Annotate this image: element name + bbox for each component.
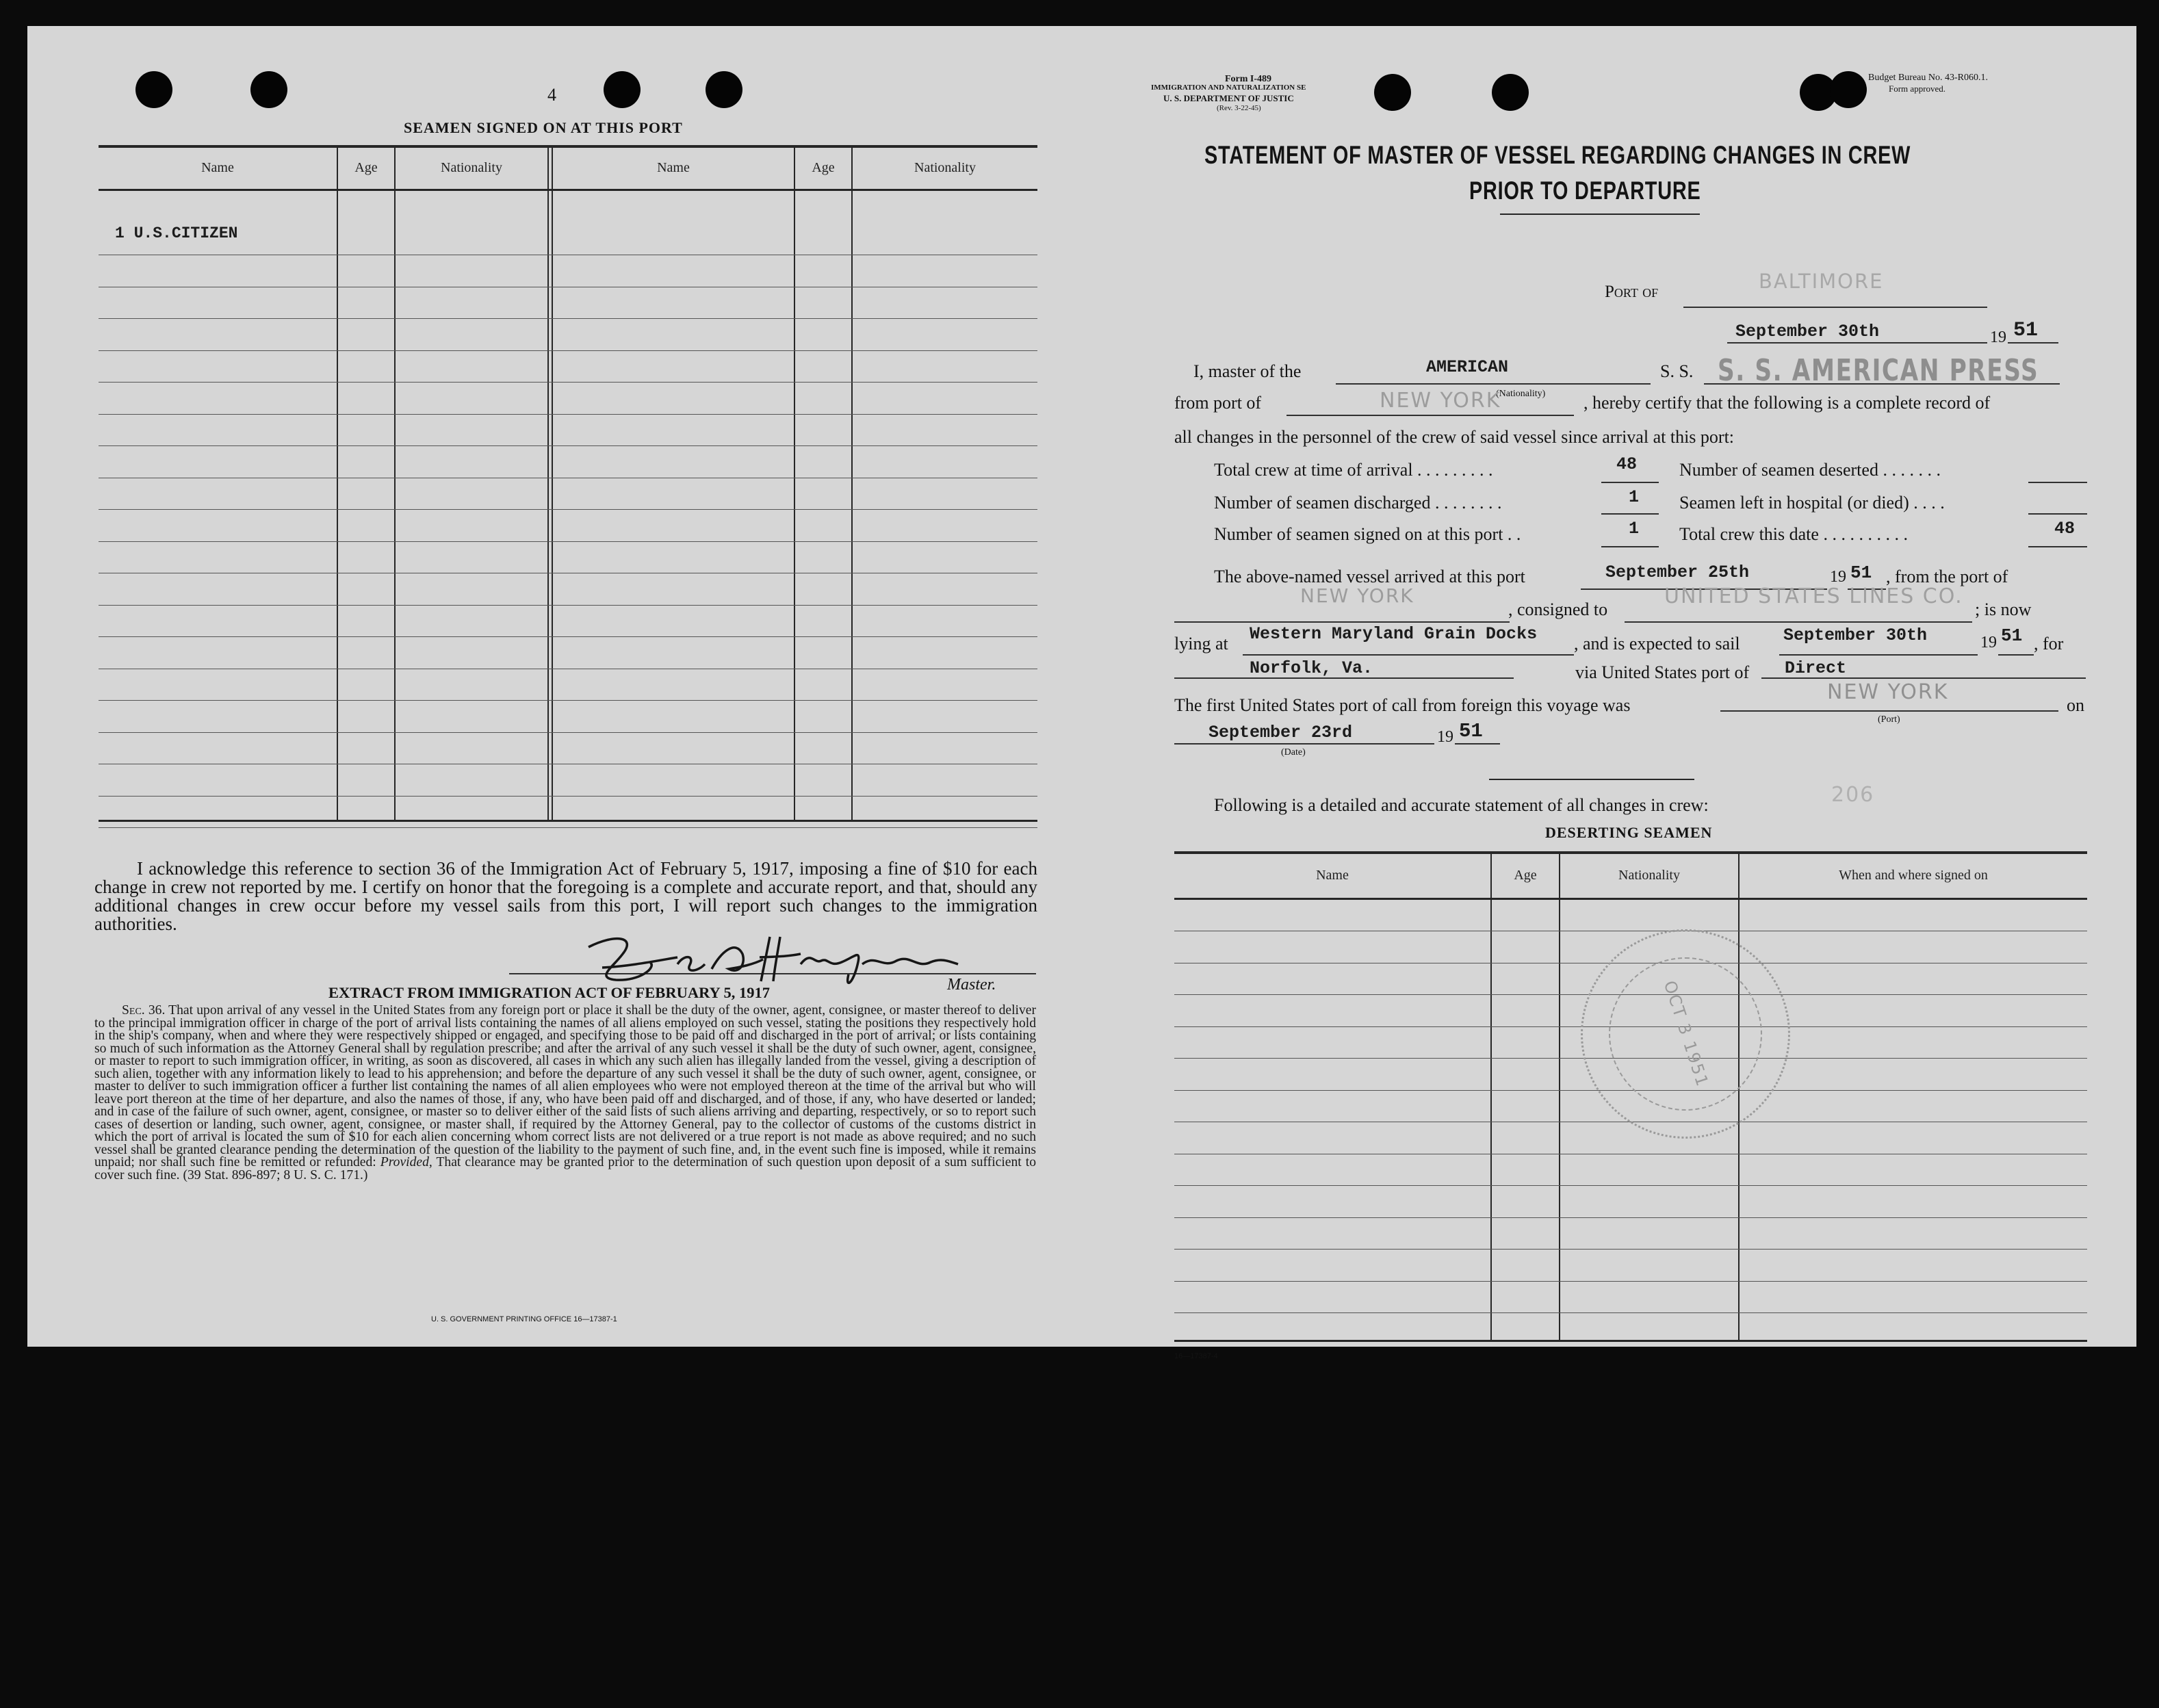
first-port-year-prefix: 19 xyxy=(1437,728,1453,746)
port-caption: (Port) xyxy=(1878,714,1900,725)
deserting-row-rule xyxy=(1174,1281,2087,1282)
table-cell-name: 1 U.S.CITIZEN xyxy=(115,224,238,242)
is-now-label: ; is now xyxy=(1975,599,2032,619)
deserting-header-name: Name xyxy=(1316,868,1349,883)
arrived-from-line xyxy=(1174,621,1510,623)
column-divider xyxy=(547,146,549,820)
lying-at-label: lying at xyxy=(1174,634,1228,654)
via-label: via United States port of xyxy=(1575,662,1750,682)
punch-hole xyxy=(604,71,641,108)
table-top-rule xyxy=(99,145,1037,148)
table-bottom-rule xyxy=(99,820,1037,822)
consignee-line xyxy=(1625,621,1972,623)
table-header-rule xyxy=(99,189,1037,191)
stamp-number: 206 xyxy=(1831,783,1875,807)
on-label: on xyxy=(2067,695,2084,715)
consignee: UNITED STATES LINES CO. xyxy=(1664,584,1963,608)
deserted-label: Number of seamen deserted . . . . . . . xyxy=(1679,460,1941,480)
column-divider xyxy=(851,146,853,820)
table-row-rule xyxy=(99,541,1037,542)
form-revision: (Rev. 3-22-45) xyxy=(1217,104,1261,112)
discharged-value: 1 xyxy=(1629,487,1640,507)
table-row-rule xyxy=(99,509,1037,510)
punch-hole xyxy=(250,71,287,108)
expected-label: , and is expected to sail xyxy=(1574,634,1740,654)
following-text: Following is a detailed and accurate statement of all changes in crew: xyxy=(1214,795,1709,815)
table-row-rule xyxy=(99,350,1037,351)
sail-year-line xyxy=(1998,654,2034,656)
seal-text: OCT 3 1951 xyxy=(1659,978,1713,1090)
from-port-value: NEW YORK xyxy=(1380,389,1501,413)
agency-name: IMMIGRATION AND NATURALIZATION SE xyxy=(1151,83,1306,92)
discharged-line xyxy=(1601,513,1659,515)
master-of-label: I, master of the xyxy=(1193,361,1302,381)
date-line xyxy=(1727,342,1987,344)
deserting-row-rule xyxy=(1174,1185,2087,1186)
arrived-date: September 25th xyxy=(1605,562,1750,582)
nationality-value: AMERICAN xyxy=(1426,357,1509,377)
form-footer: 16—17387-4 xyxy=(1174,1352,1218,1360)
all-changes-text: all changes in the personnel of the crew of said vessel since arrival at this port: xyxy=(1174,427,1735,447)
from-port-of-label: , from the port of xyxy=(1886,567,2008,586)
column-divider xyxy=(337,146,338,820)
table-row-rule xyxy=(99,605,1037,606)
arrived-year: 51 xyxy=(1850,562,1872,583)
from-port-label: from port of xyxy=(1174,393,1262,413)
first-port-date: September 23rd xyxy=(1208,723,1353,742)
column-divider xyxy=(394,146,396,820)
deserting-column-divider xyxy=(1559,854,1560,1340)
date-value: September 30th xyxy=(1735,322,1880,341)
for-label: , for xyxy=(2034,634,2064,654)
total-today-label: Total crew this date . . . . . . . . . . xyxy=(1679,524,1908,544)
total-today-value: 48 xyxy=(2054,519,2076,539)
column-header-name: Name xyxy=(201,160,234,175)
form-title-line-1: STATEMENT OF MASTER OF VESSEL REGARDING CHANGES IN CREW xyxy=(1204,141,1911,169)
port-of-label: Port of xyxy=(1605,283,1659,301)
printer-imprint: U. S. GOVERNMENT PRINTING OFFICE 16—17387-1 xyxy=(431,1315,617,1323)
table-row-rule xyxy=(99,796,1037,797)
year-line xyxy=(2008,342,2058,344)
first-port-year: 51 xyxy=(1459,720,1483,742)
deserting-header-age: Age xyxy=(1514,868,1537,883)
form-title-line-2: PRIOR TO DEPARTURE xyxy=(1469,177,1701,205)
table-row-rule xyxy=(99,318,1037,319)
column-header-age: Age xyxy=(354,160,378,175)
signed-on-line xyxy=(1601,546,1659,547)
sail-date-line xyxy=(1779,654,1978,656)
table-row-rule xyxy=(99,700,1037,701)
certify-text: , hereby certify that the following is a complete record of xyxy=(1583,393,1991,413)
extract-sec: Sec. 36. xyxy=(122,1003,166,1018)
master-label: Master. xyxy=(947,976,996,994)
extract-tail: That clearance may be granted prior to the determination of such question upon deposit of a sum sufficient to cover such fine. (39 Stat. 896-897; 8 U. S. C. 171.) xyxy=(94,1155,1036,1182)
deserting-header-when-where: When and where signed on xyxy=(1839,868,1988,883)
year-prefix: 19 xyxy=(1990,328,2006,346)
punch-hole xyxy=(706,71,742,108)
first-port-label: The first United States port of call from foreign this voyage was xyxy=(1174,695,1631,715)
deserting-row-rule xyxy=(1174,1312,2087,1313)
sail-year-prefix: 19 xyxy=(1980,634,1997,651)
total-crew-arrival-value: 48 xyxy=(1616,454,1638,474)
title-rule xyxy=(1500,214,1700,215)
table-title: SEAMEN SIGNED ON AT THIS PORT xyxy=(404,119,683,136)
table-row-rule xyxy=(99,414,1037,415)
discharged-label: Number of seamen discharged . . . . . . . . xyxy=(1214,493,1502,513)
nationality-caption: (Nationality) xyxy=(1496,389,1546,399)
first-port-year-line xyxy=(1455,743,1500,745)
column-header-age: Age xyxy=(812,160,835,175)
from-port-line xyxy=(1287,415,1574,416)
arrived-label: The above-named vessel arrived at this port xyxy=(1214,567,1525,586)
via-port: Direct xyxy=(1785,658,1847,678)
deserted-line xyxy=(2028,482,2087,483)
column-header-nationality: Nationality xyxy=(441,160,502,175)
hospital-line xyxy=(2028,513,2087,515)
arrived-year-prefix: 19 xyxy=(1830,568,1846,586)
column-divider xyxy=(794,146,795,820)
extract-title: EXTRACT FROM IMMIGRATION ACT OF FEBRUARY 5, 1917 xyxy=(328,984,771,1001)
department-name: U. S. DEPARTMENT OF JUSTIC xyxy=(1163,93,1294,103)
deserting-row-rule xyxy=(1174,1217,2087,1218)
table-row-rule xyxy=(99,382,1037,383)
table-row-rule xyxy=(99,732,1037,733)
document-sheet xyxy=(27,26,2136,1360)
signed-on-value: 1 xyxy=(1629,519,1640,539)
total-crew-arrival-label: Total crew at time of arrival . . . . . . . . . xyxy=(1214,460,1493,480)
column-header-nationality: Nationality xyxy=(914,160,976,175)
ss-label: S. S. xyxy=(1660,361,1694,381)
deserting-title: DESERTING SEAMEN xyxy=(1545,824,1713,841)
consigned-label: , consigned to xyxy=(1508,599,1608,619)
total-today-line xyxy=(2028,546,2087,547)
punch-hole xyxy=(135,71,172,108)
deserting-header-rule xyxy=(1174,898,2087,900)
year-value: 51 xyxy=(2013,319,2039,342)
form-number: Form I-489 xyxy=(1225,74,1272,84)
destination: Norfolk, Va. xyxy=(1250,658,1373,678)
deserting-column-divider xyxy=(1490,854,1492,1340)
section-rule xyxy=(1489,779,1694,780)
column-divider xyxy=(552,146,553,820)
table-row-rule xyxy=(99,636,1037,637)
inspection-seal xyxy=(1581,929,1790,1139)
signed-on-label: Number of seamen signed on at this port . . xyxy=(1214,524,1521,544)
date-caption: (Date) xyxy=(1281,747,1306,758)
port-of-line xyxy=(1683,307,1987,308)
form-approved: Form approved. xyxy=(1889,83,1946,94)
arrived-from: NEW YORK xyxy=(1300,584,1414,607)
deserting-header-nationality: Nationality xyxy=(1618,868,1680,883)
acknowledgement-text: I acknowledge this reference to section 36 of the Immigration Act of February 5, 1917, imposing a fine of $10 for each change in crew not reported by me. I certify on honor that the foregoing is a complete and accurate report, and that, should any additional changes in crew occur before my vessel sails from this port, I will report such changes to the immigration authorities. xyxy=(94,858,1037,934)
first-port: NEW YORK xyxy=(1827,680,1949,704)
sail-year: 51 xyxy=(2001,625,2023,646)
table-row-rule xyxy=(99,445,1037,446)
punch-hole xyxy=(1492,74,1529,111)
deserting-bottom-rule xyxy=(1174,1340,2087,1342)
signature-image xyxy=(575,927,972,988)
hospital-label: Seamen left in hospital (or died) . . . . xyxy=(1679,493,1945,513)
port-of-value: BALTIMORE xyxy=(1759,270,1884,293)
column-header-name: Name xyxy=(657,160,690,175)
nationality-line xyxy=(1336,383,1651,385)
lying-at-value: Western Maryland Grain Docks xyxy=(1250,624,1538,644)
sail-date: September 30th xyxy=(1783,625,1928,645)
total-crew-arrival-line xyxy=(1601,482,1659,483)
lying-at-line xyxy=(1243,654,1574,656)
deserting-top-rule xyxy=(1174,851,2087,854)
deserting-row-rule xyxy=(1174,1249,2087,1250)
extract-body: That upon arrival of any vessel in the United States from any foreign port or place it shall be the duty of the owner, agent, consignee, or master thereof to deliver to the principal immigration officer in charge of the port of arrival lists containing the names of all aliens employed on such vessel, stating the positions they respectively hold in the ship's company, when and where they were respectively shipped or engaged, and specifying those to be paid off and discharged in the port of arrival; or lists containing so much of such information as the Attorney General shall by regulation prescribe; and after the arrival of any such vessel it shall be the duty of such owner, agent, consignee, or master to report to such immigration officer, in writing, as soon as discovered, all cases in which any such alien has illegally landed from the vessel, giving a description of such alien, together with any information likely to lead to his apprehension; and before the departure of any such vessel it shall be the duty of such owner, agent, consignee, or master to deliver to such immigration officer a further list containing the names of all alien employees who were not employed thereon at the time of the arrival but who will leave port thereon at the time of her departure, and also the names of those, if any, who have been paid off and discharged, and of those, if any, who have deserted or landed; and in case of the failure of such owner, agent, consignee, or master so to deliver either of the said lists of such aliens arriving and departing, respectively, or so to report such cases of desertion or landing, such owner, agent, consignee, or master shall, if required by the Attorney General, pay to the collector of customs of the customs district in which the port of arrival is located the sum of $10 for each alien concerning whom correct lists are not delivered or a true report is not made as above required; and no such vessel shall be granted clearance pending the determination of the question of the liability to the payment of such fine, and, in the event such fine is imposed, while it remains unpaid; nor shall such fine be remitted or refunded: xyxy=(94,1003,1036,1169)
punch-hole xyxy=(1374,74,1411,111)
first-port-date-line xyxy=(1174,743,1434,745)
budget-bureau: Budget Bureau No. 43-R060.1. xyxy=(1868,73,1988,83)
punch-hole xyxy=(1830,71,1867,108)
extract-provided: Provided, xyxy=(380,1155,432,1169)
first-port-line xyxy=(1720,710,2058,712)
ss-value: S. S. AMERICAN PRESS xyxy=(1718,353,2039,388)
table-row-rule xyxy=(99,827,1037,828)
page-number: 4 xyxy=(547,85,556,105)
extract-paragraph xyxy=(94,1005,1036,1182)
